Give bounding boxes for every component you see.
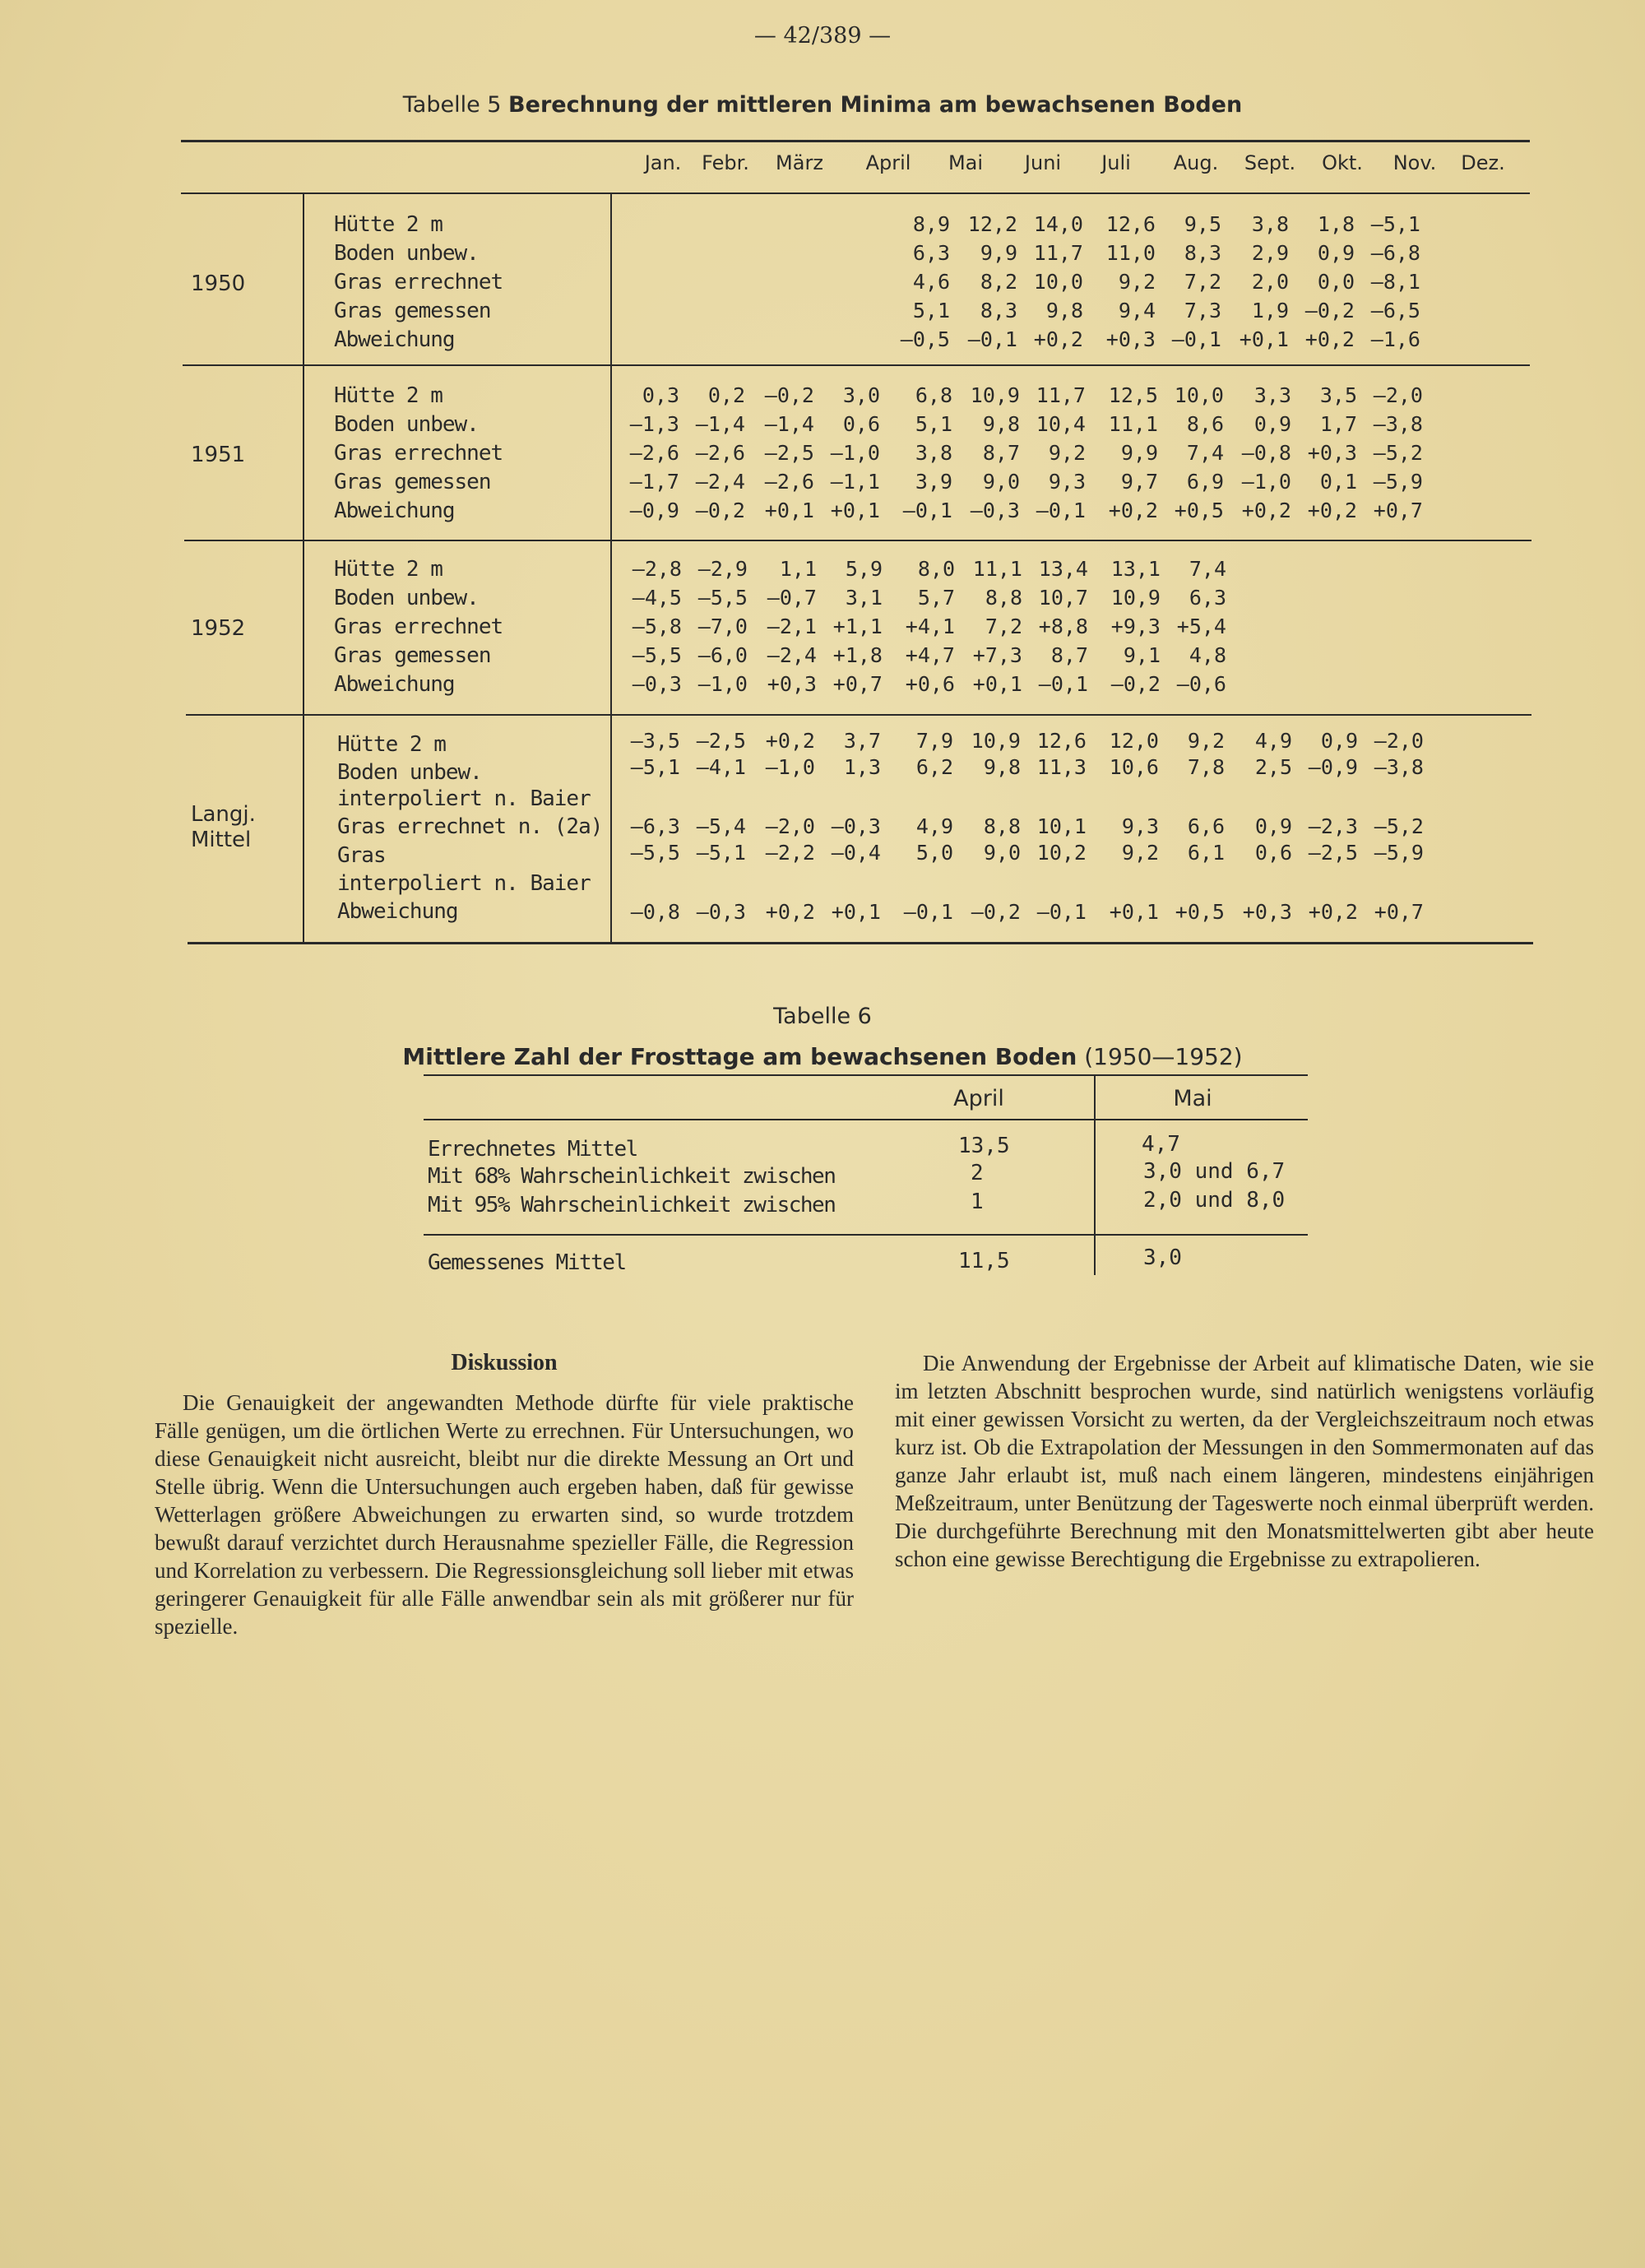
table6-vrule (1094, 1074, 1096, 1275)
longterm-cell: 6,1 (1187, 841, 1225, 865)
discussion-left-paragraph: Die Genauigkeit der angewandten Methode dürfte für viele praktische Fälle genügen, um die örtlichen Werte zu errechnen. Für Untersuchungen, wo diese Genauigkeit nicht ausreicht, bleibt nur die direkte Messung an Ort und Stelle übrig. Wenn die Untersuchungen auch ergeben haben, daß für gewisse Wetterlagen größere Abweichungen zu erwarten sind, so wurde trotzdem bewußt darauf verzichtet durch Herausnahme spezieller Fälle, die Regression und Korrelation zu verbessern. Die Regressionsgleichung soll lieber mit etwas geringerer Genauigkeit für alle Fälle anwendbar sein als mit größerer nur für spezielle. (155, 1390, 854, 1639)
table-cell: 6,9 (1186, 470, 1224, 494)
row-label: Boden unbew. (334, 586, 479, 610)
longterm-cell: +0,5 (1175, 900, 1225, 924)
longterm-cell: —1,0 (765, 755, 815, 779)
page-number: — 42/389 — (753, 23, 892, 49)
table-cell: +0,1 (830, 499, 880, 522)
table-cell: —0,1 (1036, 499, 1086, 522)
table-cell: +0,2 (1304, 327, 1355, 351)
table-cell: +0,1 (1239, 327, 1289, 351)
table-cell: —4,5 (632, 586, 682, 610)
table6-mid-rule (424, 1234, 1308, 1236)
table-cell: 1,8 (1317, 212, 1355, 236)
table5-bottom-rule (188, 942, 1533, 944)
row-label: Hütte 2 m (334, 557, 443, 582)
table-cell: 2,9 (1251, 241, 1289, 265)
longterm-cell: —2,0 (1374, 729, 1424, 753)
table-cell: +0,2 (1033, 327, 1083, 351)
table-cell: 8,2 (980, 270, 1017, 294)
longterm-cell: 7,9 (915, 729, 953, 753)
table-cell: —6,0 (697, 643, 748, 667)
table-cell: 11,7 (1036, 383, 1086, 407)
longterm-cell: —3,8 (1374, 755, 1424, 779)
table-cell: —2,6 (695, 441, 745, 465)
table-cell: —1,3 (629, 412, 679, 436)
table-cell: 10,9 (970, 383, 1020, 407)
longterm-cell: 10,1 (1036, 814, 1087, 838)
longterm-cell: 12,0 (1109, 729, 1159, 753)
table-cell: —1,0 (697, 672, 748, 696)
table-cell: —2,1 (767, 615, 817, 638)
longterm-cell: +0,3 (1242, 900, 1292, 924)
month-header: Sept. (1244, 151, 1296, 174)
longterm-cell: —4,1 (696, 755, 746, 779)
longterm-cell: 4,9 (915, 814, 953, 838)
table-cell: 0,1 (1319, 470, 1357, 494)
table-cell: 3,9 (915, 470, 952, 494)
longterm-cell: —6,3 (630, 814, 680, 838)
longterm-cell: 12,6 (1036, 729, 1087, 753)
table-cell: —3,8 (1373, 412, 1423, 436)
discussion-heading: Diskussion (451, 1350, 558, 1375)
longterm-cell: 9,0 (983, 841, 1021, 865)
longterm-row-label: Gras (337, 843, 386, 868)
table6-mai-value: 2,0 und 8,0 (1143, 1188, 1286, 1213)
table-cell: —6,5 (1370, 299, 1420, 322)
table-cell: 8,9 (912, 212, 950, 236)
longterm-cell: +0,1 (831, 900, 881, 924)
table-cell: —2,4 (767, 643, 817, 667)
month-header: Aug. (1173, 151, 1219, 174)
table-cell: +0,2 (1307, 499, 1357, 522)
table-cell: —1,6 (1370, 327, 1420, 351)
table-cell: 8,7 (1050, 643, 1088, 667)
table-cell: 9,9 (1120, 441, 1158, 465)
table6-header-rule (424, 1119, 1308, 1120)
table-cell: +0,2 (1241, 499, 1291, 522)
table6-caption: Tabelle 6 (773, 1004, 872, 1029)
table-cell: 7,3 (1184, 299, 1221, 322)
row-label: Abweichung (334, 672, 455, 697)
table-cell: —2,9 (697, 557, 748, 581)
table-cell: 12,6 (1105, 212, 1156, 236)
table-cell: +1,8 (832, 643, 883, 667)
table-cell: —5,5 (632, 643, 682, 667)
table-cell: —0,5 (900, 327, 950, 351)
table-cell: 11,0 (1105, 241, 1156, 265)
table-cell: 10,9 (1110, 586, 1161, 610)
table6-row-label: Mit 95% Wahrscheinlichkeit zwischen (428, 1193, 836, 1217)
table-cell: —1,0 (830, 441, 880, 465)
table-cell: 8,0 (917, 557, 955, 581)
table-cell: 6,8 (915, 383, 952, 407)
longterm-cell: 6,2 (915, 755, 953, 779)
table-cell: —2,8 (632, 557, 682, 581)
table-cell: 7,2 (985, 615, 1022, 638)
table-cell: +1,1 (832, 615, 883, 638)
table-cell: 9,8 (982, 412, 1020, 436)
longterm-year (191, 802, 256, 853)
month-header: Febr. (702, 151, 749, 174)
table-cell: 8,3 (1184, 241, 1221, 265)
longterm-cell: —5,2 (1374, 814, 1424, 838)
table6-april-value: 1 (971, 1190, 984, 1214)
longterm-cell: —2,5 (1308, 841, 1358, 865)
table-cell: —6,8 (1370, 241, 1420, 265)
table-cell: —0,1 (902, 499, 952, 522)
longterm-cell: +0,2 (765, 900, 815, 924)
row-label: Gras errechnet (334, 441, 503, 466)
table-cell: +0,3 (1105, 327, 1156, 351)
longterm-cell: —0,2 (971, 900, 1021, 924)
table-cell: 5,1 (912, 299, 950, 322)
month-header: Mai (948, 151, 984, 174)
table-cell: +0,3 (1307, 441, 1357, 465)
longterm-cell: 9,2 (1187, 729, 1225, 753)
table-cell: —0,2 (1304, 299, 1355, 322)
table-cell: 9,3 (1048, 470, 1086, 494)
table5-header-rule (181, 192, 1530, 194)
table-cell: 9,9 (980, 241, 1017, 265)
table-cell: —2,6 (629, 441, 679, 465)
table-cell: +0,1 (764, 499, 814, 522)
table6-title-text: Mittlere Zahl der Frosttage am bewachsenen Boden (402, 1043, 1077, 1070)
table6-row-label: Mit 68% Wahrscheinlichkeit zwischen (428, 1164, 836, 1189)
table-cell: 1,1 (779, 557, 817, 581)
table-cell: 0,9 (1253, 412, 1291, 436)
longterm-cell: +0,1 (1109, 900, 1159, 924)
table-cell: —0,1 (1171, 327, 1221, 351)
longterm-row-label: Hütte 2 m (337, 732, 446, 757)
longterm-cell: —0,3 (831, 814, 881, 838)
longterm-row-label: Abweichung (337, 899, 458, 924)
table-cell: —5,2 (1373, 441, 1423, 465)
table-cell: —1,4 (695, 412, 745, 436)
table6-row-label: Errechnetes Mittel (428, 1137, 637, 1162)
table-cell: 5,1 (915, 412, 952, 436)
table-cell: +0,1 (972, 672, 1022, 696)
table-cell: —0,7 (767, 586, 817, 610)
table-cell: 0,6 (842, 412, 880, 436)
table-cell: —0,3 (970, 499, 1020, 522)
table6-measured-mai: 3,0 (1143, 1245, 1182, 1270)
table-cell: 8,7 (982, 441, 1020, 465)
table-cell: 3,3 (1253, 383, 1291, 407)
table-cell: +0,5 (1174, 499, 1224, 522)
longterm-cell: 11,3 (1036, 755, 1087, 779)
table-cell: 5,9 (845, 557, 883, 581)
table-cell: 1,9 (1251, 299, 1289, 322)
discussion-right-column (895, 1349, 1594, 1573)
month-header: Juni (1024, 151, 1062, 174)
month-header: Okt. (1322, 151, 1363, 174)
table-cell: 0,2 (707, 383, 745, 407)
table-cell: 7,2 (1184, 270, 1221, 294)
table5-rule-1950 (183, 364, 1530, 366)
longterm-cell: 9,8 (983, 755, 1021, 779)
table-cell: 3,0 (842, 383, 880, 407)
longterm-cell: +0,7 (1374, 900, 1424, 924)
longterm-cell: 3,7 (843, 729, 881, 753)
longterm-row-label: Boden unbew. (337, 760, 482, 785)
longterm-cell: 9,3 (1121, 814, 1159, 838)
discussion-right-paragraph: Die Anwendung der Ergebnisse der Arbeit auf klimatische Daten, wie sie im letzten Abschnitt besprochen wurde, sind natürlich wenigstens vorläufig mit einer gewissen Vorsicht zu werten, da der Vergleichszeitraum noch etwas kurz ist. Ob die Extrapolation der Messungen in den Sommermonaten auf das ganze Jahr erlaubt ist, muß nach einem längeren, mindestens einjährigen Meßzeitraum, unter Benützung der Tageswerte noch einmal überprüft werden. Die durchgeführte Berechnung mit den Monatsmittelwerten gibt aber heute schon eine gewisse Berechtigung die Ergebnisse zu extrapolieren. (895, 1351, 1594, 1571)
table-cell: 8,6 (1186, 412, 1224, 436)
table-cell: —0,2 (764, 383, 814, 407)
table-cell: 9,2 (1048, 441, 1086, 465)
month-header: April (865, 151, 911, 174)
table-cell: —0,1 (967, 327, 1017, 351)
table-cell: —0,8 (1241, 441, 1291, 465)
table-cell: 3,8 (1251, 212, 1289, 236)
table-cell: 9,2 (1118, 270, 1156, 294)
table6-col-april: April (953, 1086, 1004, 1111)
table-cell: —0,2 (1110, 672, 1161, 696)
table-cell: 12,2 (967, 212, 1017, 236)
table6-col-mai: Mai (1173, 1086, 1212, 1111)
longterm-cell: 2,5 (1254, 755, 1292, 779)
row-label: Gras errechnet (334, 615, 503, 639)
table-cell: —0,9 (629, 499, 679, 522)
table-cell: 0,3 (642, 383, 679, 407)
table-cell: —1,1 (830, 470, 880, 494)
table-cell: 9,1 (1123, 643, 1161, 667)
table-cell: —2,5 (764, 441, 814, 465)
longterm-year-line2: Mittel (191, 828, 252, 852)
table-cell: +7,3 (972, 643, 1022, 667)
longterm-cell: 0,9 (1320, 729, 1358, 753)
table5-vrule-left (303, 194, 304, 942)
group-year: 1952 (191, 616, 246, 641)
longterm-cell: 10,2 (1036, 841, 1087, 865)
longterm-year-line1: Langj. (191, 802, 256, 827)
table-cell: 14,0 (1033, 212, 1083, 236)
table-cell: 9,4 (1118, 299, 1156, 322)
table-cell: 10,7 (1038, 586, 1088, 610)
table-cell: —0,3 (632, 672, 682, 696)
table5-caption (0, 92, 1645, 118)
month-header: Juli (1101, 151, 1131, 174)
longterm-cell: 7,8 (1187, 755, 1225, 779)
table-cell: 10,0 (1033, 270, 1083, 294)
month-header: März (776, 151, 823, 174)
table6-title (0, 1043, 1645, 1070)
table-cell: 6,3 (912, 241, 950, 265)
longterm-cell: —5,4 (696, 814, 746, 838)
longterm-cell: +0,2 (765, 729, 815, 753)
row-label: Hütte 2 m (334, 212, 443, 237)
table-cell: 10,4 (1036, 412, 1086, 436)
table-cell: —7,0 (697, 615, 748, 638)
table-cell: 10,0 (1174, 383, 1224, 407)
table6-top-rule (424, 1074, 1308, 1076)
longterm-cell: 1,3 (843, 755, 881, 779)
table5-rule-1951 (184, 540, 1531, 541)
group-year: 1950 (191, 271, 246, 296)
longterm-cell: 10,9 (971, 729, 1021, 753)
longterm-cell: —3,5 (630, 729, 680, 753)
table-cell: 7,4 (1186, 441, 1224, 465)
table5-caption-title: Berechnung der mittleren Minima am bewachsenen Boden (508, 92, 1243, 118)
longterm-row-label: interpoliert n. Baier (337, 786, 591, 811)
table-cell: 3,8 (915, 441, 952, 465)
table-cell: 7,4 (1189, 557, 1226, 581)
table-cell: —2,4 (695, 470, 745, 494)
month-header: Jan. (644, 151, 682, 174)
row-label: Gras gemessen (334, 299, 491, 323)
table-cell: —5,9 (1373, 470, 1423, 494)
month-header: Dez. (1461, 151, 1505, 174)
table-cell: +4,1 (905, 615, 955, 638)
table-cell: 0,0 (1317, 270, 1355, 294)
row-label: Gras errechnet (334, 270, 503, 295)
longterm-cell: 10,6 (1109, 755, 1159, 779)
table-cell: —5,8 (632, 615, 682, 638)
table-cell: 3,1 (845, 586, 883, 610)
table-cell: +0,7 (832, 672, 883, 696)
longterm-cell: —2,3 (1308, 814, 1358, 838)
longterm-cell: —0,1 (1036, 900, 1087, 924)
table-cell: —1,7 (629, 470, 679, 494)
longterm-row-label: Gras errechnet n. (2a) (337, 814, 603, 839)
table-cell: 5,7 (917, 586, 955, 610)
table-cell: —1,0 (1241, 470, 1291, 494)
table-cell: +0,3 (767, 672, 817, 696)
table-cell: 9,8 (1045, 299, 1083, 322)
longterm-cell: +0,2 (1308, 900, 1358, 924)
table-cell: —2,0 (1373, 383, 1423, 407)
longterm-cell: 9,2 (1121, 841, 1159, 865)
table-cell: 6,3 (1189, 586, 1226, 610)
table-cell: +0,7 (1373, 499, 1423, 522)
row-label: Abweichung (334, 327, 455, 352)
table5-top-rule (181, 140, 1530, 142)
table5-rule-1952 (186, 714, 1531, 716)
table-cell: 11,7 (1033, 241, 1083, 265)
row-label: Boden unbew. (334, 241, 479, 266)
table-cell: 11,1 (1108, 412, 1158, 436)
longterm-cell: —2,0 (765, 814, 815, 838)
table6-title-years: (1950—1952) (1084, 1043, 1243, 1070)
table-cell: 0,9 (1317, 241, 1355, 265)
table-cell: 4,6 (912, 270, 950, 294)
row-label: Gras gemessen (334, 643, 491, 668)
longterm-cell: 0,9 (1254, 814, 1292, 838)
row-label: Boden unbew. (334, 412, 479, 437)
table6-measured-april: 11,5 (958, 1249, 1010, 1273)
table-cell: +4,7 (905, 643, 955, 667)
table5-caption-prefix: Tabelle 5 (402, 92, 502, 118)
longterm-cell: —0,8 (630, 900, 680, 924)
table-cell: +8,8 (1038, 615, 1088, 638)
table6-april-value: 2 (971, 1161, 984, 1185)
longterm-cell: 5,0 (915, 841, 953, 865)
longterm-cell: —2,5 (696, 729, 746, 753)
group-year: 1951 (191, 443, 246, 467)
table6-april-value: 13,5 (958, 1134, 1010, 1158)
table-cell: 9,7 (1120, 470, 1158, 494)
longterm-cell: —5,9 (1374, 841, 1424, 865)
longterm-cell: —2,2 (765, 841, 815, 865)
table6-measured-label: Gemessenes Mittel (428, 1250, 626, 1275)
longterm-cell: —5,1 (696, 841, 746, 865)
table-cell: +5,4 (1176, 615, 1226, 638)
table-cell: +0,2 (1108, 499, 1158, 522)
table-cell: 13,4 (1038, 557, 1088, 581)
longterm-cell: —0,3 (696, 900, 746, 924)
longterm-cell: 6,6 (1187, 814, 1225, 838)
table-cell: —8,1 (1370, 270, 1420, 294)
longterm-cell: 0,6 (1254, 841, 1292, 865)
table-cell: 9,5 (1184, 212, 1221, 236)
table-cell: 4,8 (1189, 643, 1226, 667)
table-cell: —1,4 (764, 412, 814, 436)
table6-mai-value: 3,0 und 6,7 (1143, 1159, 1286, 1184)
longterm-cell: —0,4 (831, 841, 881, 865)
longterm-cell: 4,9 (1254, 729, 1292, 753)
row-label: Hütte 2 m (334, 383, 443, 408)
longterm-cell: —5,1 (630, 755, 680, 779)
table-cell: 11,1 (972, 557, 1022, 581)
table-cell: 1,7 (1319, 412, 1357, 436)
table-cell: —0,6 (1176, 672, 1226, 696)
longterm-row-label: interpoliert n. Baier (337, 871, 591, 896)
row-label: Abweichung (334, 499, 455, 523)
month-header: Nov. (1392, 151, 1437, 174)
table-cell: —2,6 (764, 470, 814, 494)
table-cell: 8,8 (985, 586, 1022, 610)
table-cell: —5,5 (697, 586, 748, 610)
table-cell: 13,1 (1110, 557, 1161, 581)
row-label: Gras gemessen (334, 470, 491, 494)
table-cell: +0,6 (905, 672, 955, 696)
discussion-left-column (155, 1349, 854, 1640)
table-cell: 8,3 (980, 299, 1017, 322)
table-cell: —5,1 (1370, 212, 1420, 236)
table-cell: —0,1 (1038, 672, 1088, 696)
longterm-cell: —0,1 (903, 900, 953, 924)
table-cell: 12,5 (1108, 383, 1158, 407)
table-cell: 3,5 (1319, 383, 1357, 407)
table-cell: —0,2 (695, 499, 745, 522)
longterm-cell: —5,5 (630, 841, 680, 865)
longterm-cell: 8,8 (983, 814, 1021, 838)
table-cell: 2,0 (1251, 270, 1289, 294)
table6-mai-value: 4,7 (1142, 1132, 1180, 1157)
table-cell: +9,3 (1110, 615, 1161, 638)
table-cell: 9,0 (982, 470, 1020, 494)
longterm-cell: —0,9 (1308, 755, 1358, 779)
